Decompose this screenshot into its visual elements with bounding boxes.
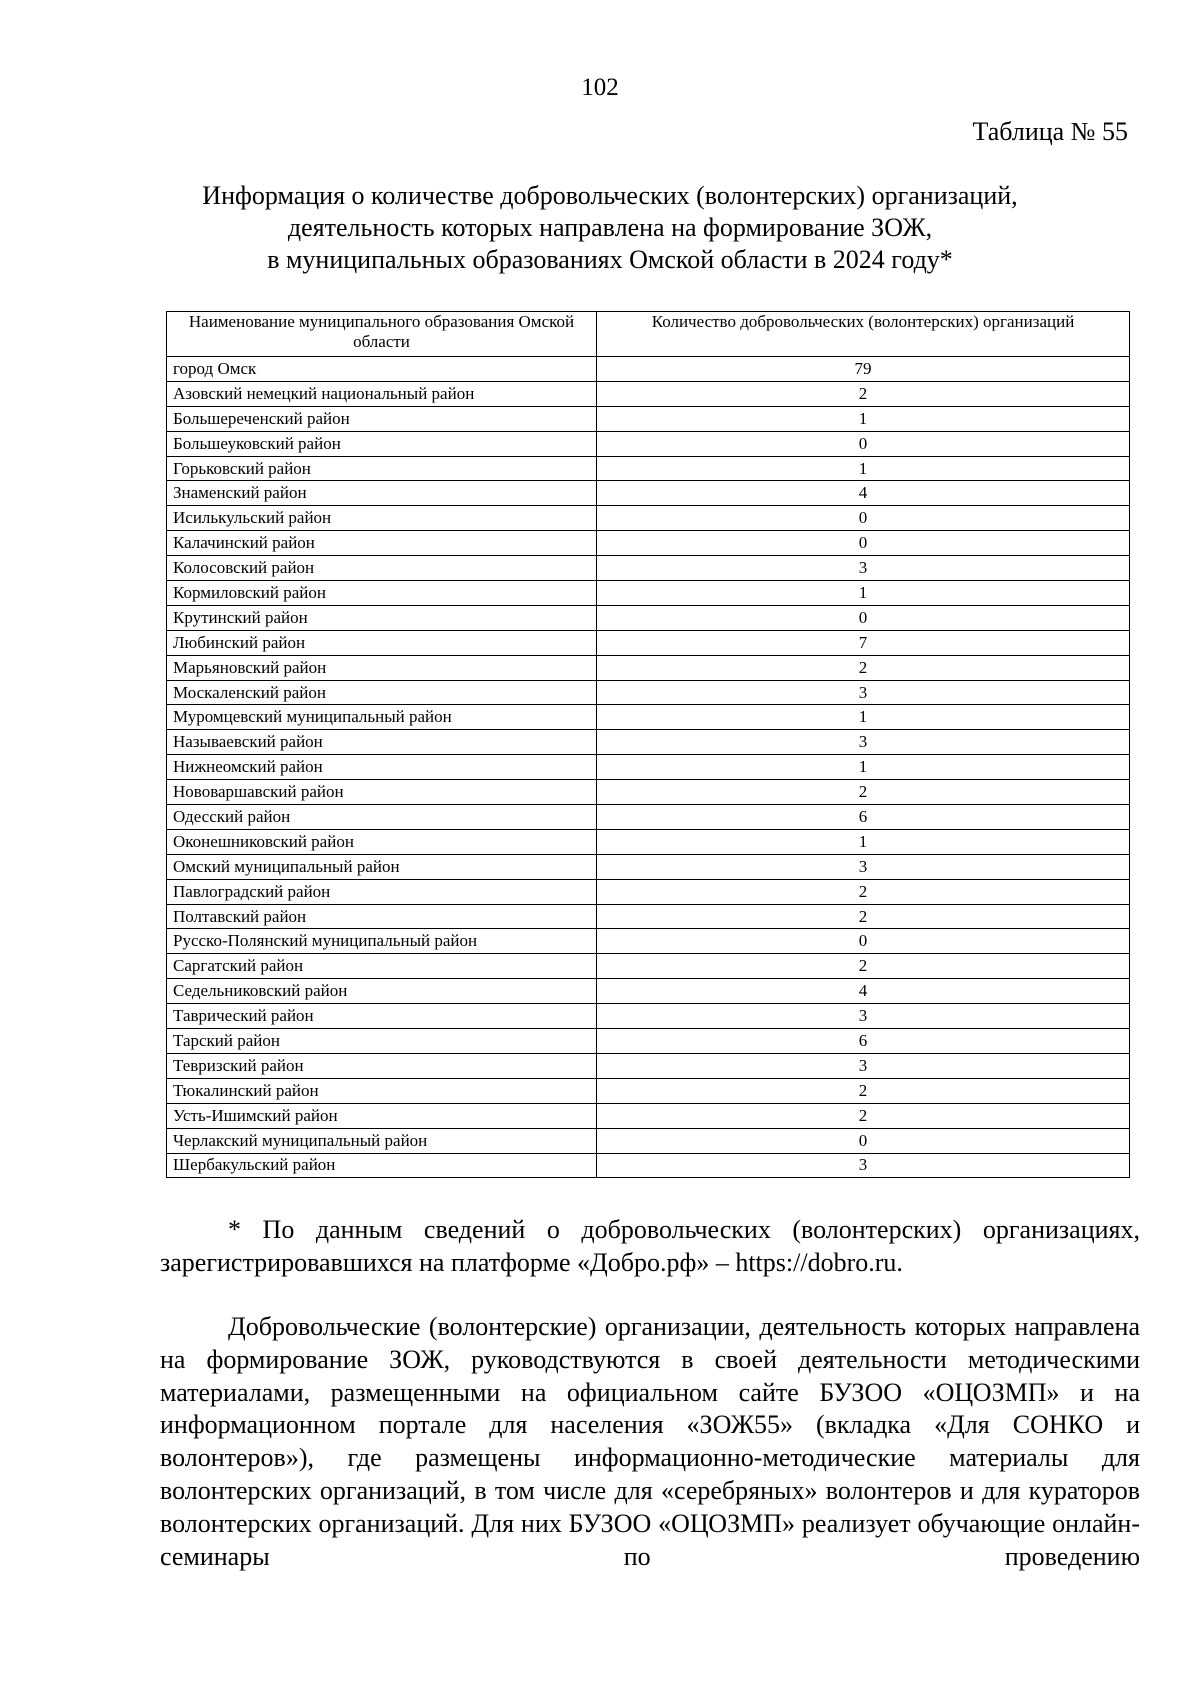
table-title [160,180,1060,276]
table-row [167,481,1130,506]
municipality-cell: Кормиловский район [167,581,597,606]
municipality-cell: Знаменский район [167,481,597,506]
municipality-cell: Оконешниковский район [167,829,597,854]
municipality-cell: Муромцевский муниципальный район [167,705,597,730]
count-cell: 3 [597,680,1130,705]
count-cell: 7 [597,630,1130,655]
municipality-cell: Крутинский район [167,605,597,630]
municipality-cell: Азовский немецкий национальный район [167,381,597,406]
footnote-text: * По данным сведений о добровольческих (волонтерских) организациях, зарегистрировавшихся на платформе «Добро.рф» – https://dobro.ru. [160,1215,1140,1277]
table-row [167,730,1130,755]
table-row [167,556,1130,581]
count-cell: 0 [597,431,1130,456]
title-line-1: Информация о количестве добровольческих (волонтерских) организаций, [202,181,1018,210]
table-row [167,904,1130,929]
table-row [167,954,1130,979]
body-paragraph: Добровольческие (волонтерские) организации, деятельность которых направлена на формирование ЗОЖ, руководствуются в своей деятельности методическими материалами, размещенными на официальном сайте БУЗОО «ОЦОЗМП» и на информационном портале для населения «ЗОЖ55» (вкладка «Для СОНКО и волонтеров»), где размещены информационно-методические материалы для волонтерских организаций, в том числе для «серебряных» волонтеров и для кураторов волонтерских организаций. Для них БУЗОО «ОЦОЗМП» реализует обучающие онлайн-семинары по проведению [160,1312,1140,1571]
count-cell: 6 [597,1029,1130,1054]
table-row [167,1103,1130,1128]
count-cell: 0 [597,1128,1130,1153]
municipality-cell: Москаленский район [167,680,597,705]
municipality-cell: Шербакульский район [167,1153,597,1178]
municipality-cell: Большеуковский район [167,431,597,456]
count-cell: 0 [597,929,1130,954]
table-row [167,1004,1130,1029]
municipality-cell: Русско-Полянский муниципальный район [167,929,597,954]
table-row [167,929,1130,954]
table-row [167,630,1130,655]
count-cell: 1 [597,755,1130,780]
municipality-cell: Омский муниципальный район [167,854,597,879]
count-cell: 3 [597,854,1130,879]
municipality-cell: Тарский район [167,1029,597,1054]
count-cell: 0 [597,531,1130,556]
count-cell: 2 [597,954,1130,979]
municipality-cell: Таврический район [167,1004,597,1029]
table-row [167,1128,1130,1153]
municipality-cell: Павлоградский район [167,879,597,904]
count-cell: 1 [597,581,1130,606]
municipality-cell: Горьковский район [167,456,597,481]
count-cell: 3 [597,556,1130,581]
table-row [167,531,1130,556]
municipality-cell: Нижнеомский район [167,755,597,780]
municipality-cell: Тюкалинский район [167,1078,597,1103]
count-cell: 3 [597,1004,1130,1029]
municipality-cell: Колосовский район [167,556,597,581]
table-row [167,655,1130,680]
municipality-cell: Марьяновский район [167,655,597,680]
table-label: Таблица № 55 [972,117,1128,146]
municipality-cell: Полтавский район [167,904,597,929]
municipality-cell: Саргатский район [167,954,597,979]
table-row [167,431,1130,456]
municipality-cell: Исилькульский район [167,506,597,531]
table-row [167,879,1130,904]
table-row [167,780,1130,805]
table-row [167,605,1130,630]
count-cell: 1 [597,456,1130,481]
count-cell: 6 [597,805,1130,830]
page-number: 102 [581,74,619,101]
header-count: Количество добровольческих (волонтерских) организаций [597,312,1130,357]
count-cell: 0 [597,605,1130,630]
count-cell: 79 [597,357,1130,382]
table-row [167,805,1130,830]
count-cell: 2 [597,904,1130,929]
title-line-2: деятельность которых направлена на формирование ЗОЖ, [287,213,933,242]
count-cell: 3 [597,730,1130,755]
table-row [167,979,1130,1004]
count-cell: 2 [597,1078,1130,1103]
municipality-cell: Седельниковский район [167,979,597,1004]
municipality-cell: Любинский район [167,630,597,655]
count-cell: 3 [597,1053,1130,1078]
table-row [167,406,1130,431]
municipality-cell: город Омск [167,357,597,382]
table-row [167,829,1130,854]
count-cell: 1 [597,705,1130,730]
municipality-cell: Тевризский район [167,1053,597,1078]
count-cell: 3 [597,1153,1130,1178]
table-row [167,705,1130,730]
table-row [167,1053,1130,1078]
municipality-cell: Черлакский муниципальный район [167,1128,597,1153]
table-row [167,854,1130,879]
title-line-3: в муниципальных образованиях Омской области в 2024 году* [267,245,953,274]
table-row [167,1078,1130,1103]
table-body [167,357,1130,1178]
table-row [167,1029,1130,1054]
count-cell: 1 [597,406,1130,431]
table-header-row [167,312,1130,357]
organizations-table [166,311,1130,1178]
footnote [160,1213,1140,1279]
table-row [167,357,1130,382]
municipality-cell: Большереченский район [167,406,597,431]
municipality-cell: Одесский район [167,805,597,830]
municipality-cell: Калачинский район [167,531,597,556]
count-cell: 1 [597,829,1130,854]
table-row [167,456,1130,481]
municipality-cell: Нововаршавский район [167,780,597,805]
count-cell: 2 [597,879,1130,904]
table-row [167,755,1130,780]
header-municipality: Наименование муниципального образования Омской области [167,312,597,357]
count-cell: 4 [597,481,1130,506]
municipality-cell: Называевский район [167,730,597,755]
table-row [167,381,1130,406]
count-cell: 2 [597,1103,1130,1128]
table-row [167,680,1130,705]
count-cell: 2 [597,655,1130,680]
municipality-cell: Усть-Ишимский район [167,1103,597,1128]
count-cell: 4 [597,979,1130,1004]
count-cell: 2 [597,780,1130,805]
table-row [167,1153,1130,1178]
count-cell: 2 [597,381,1130,406]
table-row [167,581,1130,606]
count-cell: 0 [597,506,1130,531]
table-row [167,506,1130,531]
